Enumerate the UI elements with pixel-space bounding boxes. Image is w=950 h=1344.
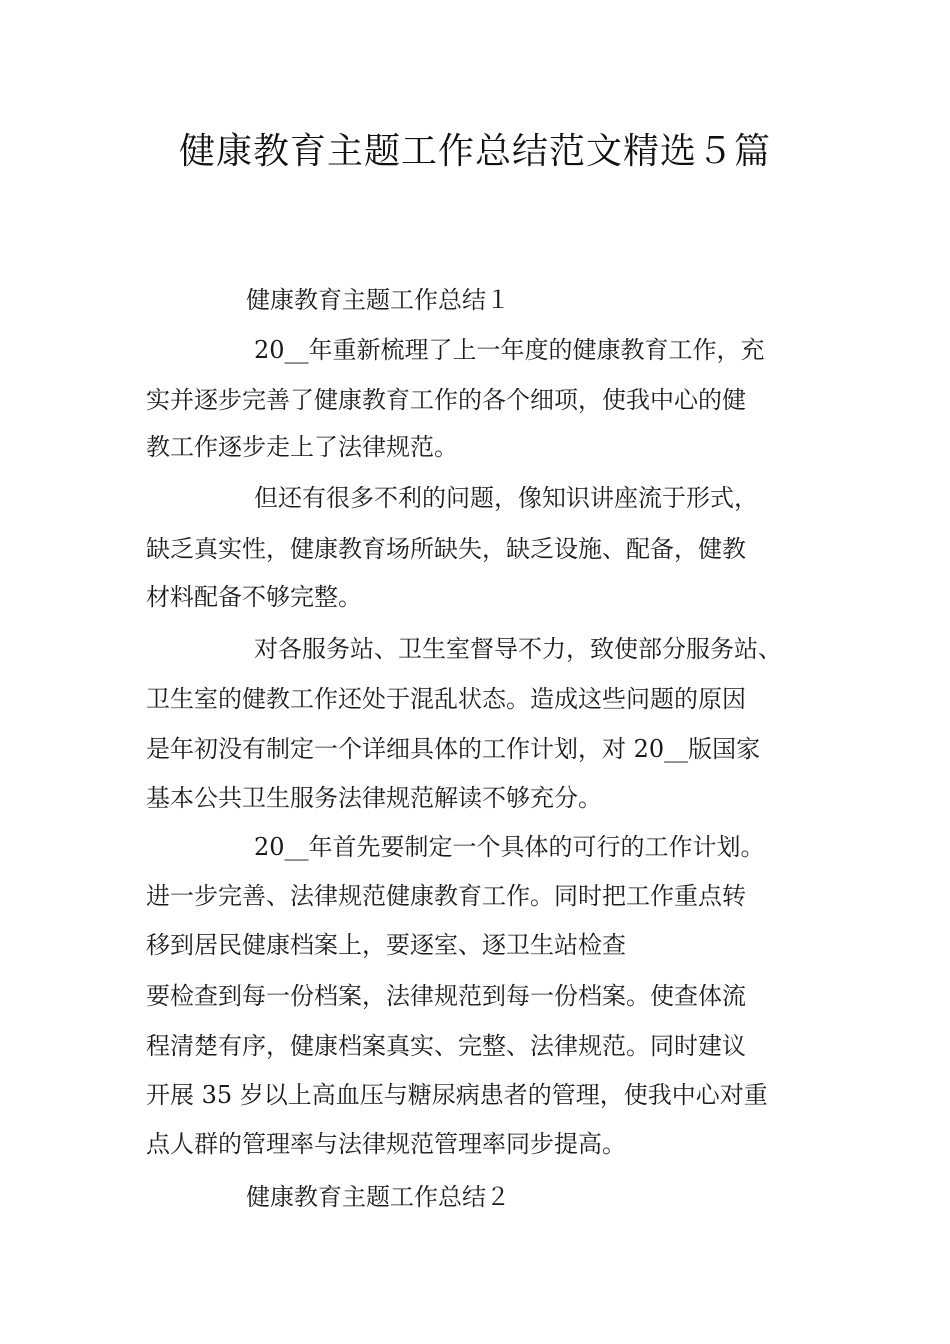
paragraph-4-line-5: 程清楚有序，健康档案真实、完整、法律规范。同时建议 bbox=[146, 1032, 746, 1060]
paragraph-2-line-2: 缺乏真实性，健康教育场所缺失，缺乏设施、配备，健教 bbox=[146, 535, 746, 563]
paragraph-1-line-2: 实并逐步完善了健康教育工作的各个细项，使我中心的健 bbox=[146, 386, 746, 414]
section-heading-2: 健康教育主题工作总结２ bbox=[246, 1183, 510, 1211]
document-title: 健康教育主题工作总结范文精选５篇 bbox=[178, 131, 771, 172]
paragraph-4-line-6: 开展 35 岁以上高血压与糖尿病患者的管理，使我中心对重 bbox=[146, 1081, 768, 1109]
paragraph-3-line-2: 卫生室的健教工作还处于混乱状态。造成这些问题的原因 bbox=[146, 685, 746, 713]
paragraph-4-line-3: 移到居民健康档案上，要逐室、逐卫生站检查 bbox=[146, 931, 626, 959]
paragraph-2-line-3: 材料配备不够完整。 bbox=[146, 583, 362, 611]
paragraph-3-line-4: 基本公共卫生服务法律规范解读不够充分。 bbox=[146, 784, 602, 812]
paragraph-2-line-1: 但还有很多不利的问题，像知识讲座流于形式， bbox=[254, 484, 758, 512]
section-heading-1: 健康教育主题工作总结１ bbox=[246, 286, 510, 314]
paragraph-1-line-1: 20__年重新梳理了上一年度的健康教育工作，充 bbox=[254, 336, 765, 364]
paragraph-4-line-2: 进一步完善、法律规范健康教育工作。同时把工作重点转 bbox=[146, 882, 746, 910]
paragraph-3-line-1: 对各服务站、卫生室督导不力，致使部分服务站、 bbox=[254, 635, 782, 663]
paragraph-1-line-3: 教工作逐步走上了法律规范。 bbox=[146, 433, 458, 461]
paragraph-4-line-7: 点人群的管理率与法律规范管理率同步提高。 bbox=[146, 1130, 626, 1158]
paragraph-3-line-3: 是年初没有制定一个详细具体的工作计划，对 20__版国家 bbox=[146, 735, 761, 763]
paragraph-4-line-4: 要检查到每一份档案，法律规范到每一份档案。使查体流 bbox=[146, 982, 746, 1010]
paragraph-4-line-1: 20__年首先要制定一个具体的可行的工作计划。 bbox=[254, 833, 765, 861]
